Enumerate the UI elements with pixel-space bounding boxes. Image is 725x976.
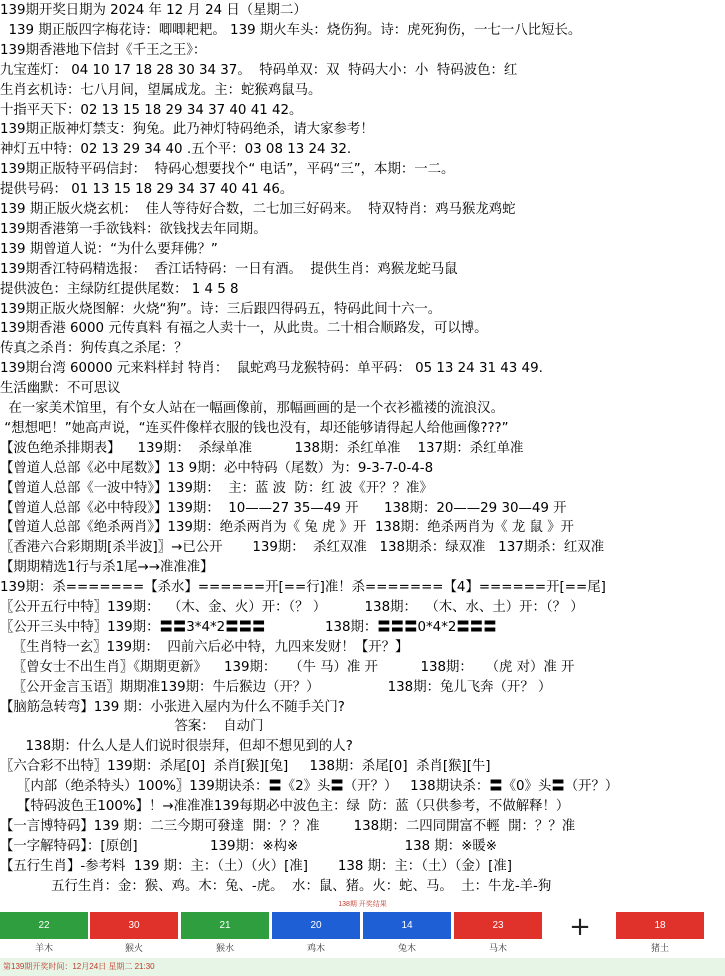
text-line: 【期期精选1行与杀1尾→→准准准】 <box>0 560 214 576</box>
ball-zodiac: 猴水 <box>181 939 269 958</box>
ball-zodiac: 猴火 <box>90 939 178 958</box>
text-line: 提供波色：主绿防红提供尾数： 1 4 5 8 <box>0 281 239 297</box>
result-ball <box>363 912 451 958</box>
text-line: 139期开奖日期为 2024 年 12 月 24 日（星期二） <box>0 3 307 18</box>
next-draw-time: 第139期开奖时间：12月24日 星期二 21:30 <box>0 958 725 976</box>
text-line: 【一言博特码】139 期：二三今期可發達 開：？？准 138期：二四同開富不輕 開：？？准 <box>0 818 576 834</box>
text-line: 〖曾女士不出生肖〗《期期更新》 139期： （牛 马）准 开 138期： （虎 对）准 开 <box>0 659 575 675</box>
result-ball <box>0 912 88 958</box>
text-line: 【特码波色王100%】！→准准准139每期必中波色主：绿 防：蓝（只供参考，不做解释！） <box>0 799 570 814</box>
text-line: 139期香港第一手欲钱料：欲钱找去年同期。 <box>0 221 267 237</box>
ball-number: 30 <box>90 912 178 939</box>
text-line: 〖六合彩不出特〗139期：杀尾[0] 杀肖[猴][兔] 138期：杀尾[0] 杀肖[猴][牛] <box>0 759 491 775</box>
result-ball <box>272 912 360 958</box>
ball-number: 14 <box>363 912 451 939</box>
ball-number: 23 <box>454 912 542 939</box>
text-line: 五行生肖：金：猴、鸡。木：兔、-虎。 水：鼠、猪。火：蛇、马。 土：牛龙-羊-狗 <box>0 878 552 894</box>
ball-number: 20 <box>272 912 360 939</box>
text-line: 139 期曾道人说：“为什么要拜佛？” <box>0 241 218 257</box>
text-line: 在一家美术馆里，有个女人站在一幅画像前，那幅画画的是一个衣衫褴褛的流浪汉。 <box>0 401 504 416</box>
text-line: 答案： 自动门 <box>0 719 264 735</box>
draw-result-bar <box>0 912 725 958</box>
text-line: 生肖玄机诗：七八月间，望属成龙。主：蛇猴鸡鼠马。 <box>0 82 322 98</box>
text-line: 【曾道人总部《必中尾数》】13 9期：必中特码（尾数）为：9-3-7-0-4-8 <box>0 460 434 476</box>
text-line: 139期香港 6000 元传真料 有福之人卖十一，从此贵。二十相合顺路发，可以博。 <box>0 321 488 337</box>
draw-result-caption: 138期 开奖结果 <box>338 901 387 908</box>
text-line: 〖公开金言玉语〗期期准139期：牛后猴边（开？） 138期：兔儿飞奔（开？ ） <box>0 679 552 695</box>
text-line: 神灯五中特：02 13 29 34 40 .五个平：03 08 13 24 32. <box>0 142 352 158</box>
result-ball <box>90 912 178 958</box>
text-line: 139期香港地下信封《千王之王》： <box>0 42 207 58</box>
ball-number: 22 <box>0 912 88 939</box>
text-line: 139期正版特平码信封： 特码心想要找个“ 电话”，平码“三”，本期：一二。 <box>0 162 455 178</box>
text-line: 139期正版火烧图解：火烧“狗”。诗：三后跟四得码五，特码此间十六一。 <box>0 301 442 317</box>
text-line: 【五行生肖】-参考料 139 期：主：（土）（火）[准] 138 期：主：（土）（金）[准] <box>0 858 512 874</box>
plus-icon: + <box>544 912 616 958</box>
text-line: 139期正版神灯禁支：狗兔。此乃神灯特码绝杀，请大家参考！ <box>0 122 374 138</box>
text-line: 【一字解特码】：[原创] 139期：※构※ 138 期：※暖※ <box>0 838 498 854</box>
ball-zodiac: 马木 <box>454 939 542 958</box>
ball-zodiac: 羊木 <box>0 939 88 958</box>
text-line: 139 期正版四字梅花诗：唧唧耙耙。 139 期火车头：烧伤狗。诗：虎死狗伤，一七一八比短长。 <box>0 22 582 38</box>
text-line: 九宝莲灯： 04 10 17 18 28 30 34 37。 特码单双：双 特码大小：小 特码波色：红 <box>0 62 518 78</box>
text-line: 139期香江特码精选报： 香江话特码：一日有酒。 提供生肖：鸡猴龙蛇马鼠 <box>0 261 458 277</box>
text-line: 〖香港六合彩期期[杀半波]〗→已公开 139期： 杀红双准 138期杀：绿双准 137期杀：红双准 <box>0 540 605 556</box>
text-line: 139 期正版火烧玄机： 佳人等待好合数，二七加三好码来。 特双特肖：鸡马猴龙鸡蛇 <box>0 202 516 217</box>
text-line: 提供号码： 01 13 15 18 29 34 37 40 41 46。 <box>0 182 294 198</box>
text-line: 138期：什么人是人们说时很崇拜，但却不想见到的人? <box>0 739 353 755</box>
text-line: 【曾道人总部《绝杀两肖》】139期：绝杀两肖为《 兔 虎 》开 138期：绝杀两肖为《 龙 鼠 》开 <box>0 520 574 536</box>
text-line: 〖公开三头中特〗139期：〓〓3*4*2〓〓〓 138期：〓〓〓0*4*2〓〓〓 <box>0 619 497 635</box>
text-line: 〖生肖特一玄〗139期： 四前六后必中特，九四来发财！【开？】 <box>0 639 409 655</box>
ball-zodiac: 猪土 <box>616 939 704 958</box>
text-line: 139期：杀=======【杀水】======开[==行]准！杀=======【4】======开[==尾] <box>0 580 606 596</box>
text-line: “想想吧！”她高声说，“连买件像样衣服的钱也没有，却还能够请得起人给他画像???” <box>0 420 509 436</box>
text-line: 【曾道人总部《一波中特》】139期： 主：蓝 波 防：红 波《开？？准》 <box>0 480 433 496</box>
result-ball <box>454 912 542 958</box>
text-line: 传真之杀肖：狗传真之杀尾：？ <box>0 341 188 357</box>
text-line: 【波色绝杀排期表】 139期： 杀绿单准 138期：杀红单准 137期：杀红单准 <box>0 440 524 456</box>
text-line: 139期台湾 60000 元来料样封 特肖： 鼠蛇鸡马龙猴特码：单平码： 05 13 24 31 43 49. <box>0 361 543 377</box>
result-ball <box>616 912 704 958</box>
text-line: 〖公开五行中特〗139期： （木、金、火）开：（？ ） 138期： （木、水、土）开：（？ ） <box>0 600 584 615</box>
ball-zodiac: 兔木 <box>363 939 451 958</box>
text-line: 【脑筋急转弯】139 期：小张进入屋内为什么不随手关门? <box>0 699 345 715</box>
text-line: 〖内部（绝杀特头）100%〗139期诀杀：〓《2》头〓（开？） 138期诀杀：〓《0》头〓（开？） <box>0 779 619 795</box>
ball-zodiac: 鸡木 <box>272 939 360 958</box>
result-ball <box>181 912 269 958</box>
text-line: 【曾道人总部《必中特段》】139期： 10——27 35—49 开 138期：20——29 30—49 开 <box>0 500 567 516</box>
text-line: 生活幽默：不可思议 <box>0 381 121 397</box>
text-line: 十指平天下：02 13 15 18 29 34 37 40 41 42。 <box>0 102 303 118</box>
ball-number: 21 <box>181 912 269 939</box>
ball-number: 18 <box>616 912 704 939</box>
